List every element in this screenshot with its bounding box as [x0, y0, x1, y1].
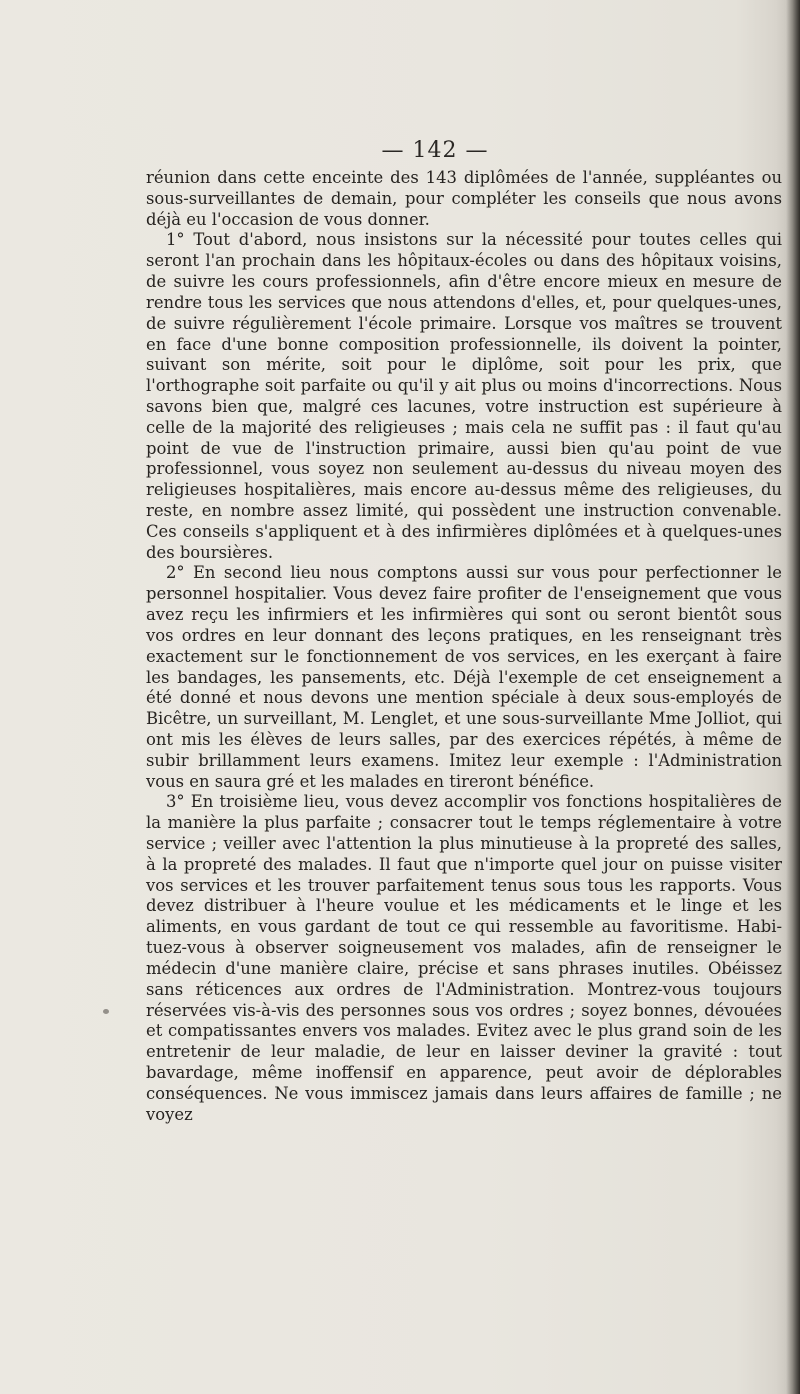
page-number: — 142 —	[381, 138, 489, 163]
page-body-text	[146, 168, 782, 1125]
paragraph-third-point: 3° En troisième lieu, vous devez accomplir vos fonctions hospitalières de la manière la plus parfaite ; consacrer tout le temps réglementaire à votre service ; veiller avec l'attention la plus minutieuse à la propreté des salles, à la propreté des malades. Il faut que n'importe quel jour on puisse visiter vos services et les trouver parfaitement tenus sous tous les rapports. Vous devez distribuer à l'heure voulue et les médicaments et le linge et les aliments, en vous gardant de tout ce qui ressemble au favoritisme. Habituez-vous à observer soigneusement vos malades, afin de renseigner le médecin d'une manière claire, précise et sans phrases inutiles. Obéissez sans réticences aux ordres de l'Administration. Montrez-vous toujours réservées vis-à-vis des personnes sous vos ordres ; soyez bonnes, dévouées et compatissantes envers vos malades. Evitez avec le plus grand soin de les entretenir de leur maladie, de leur en laisser deviner la gravité : tout bavardage, même inoffensif en apparence, peut avoir de déplorables conséquences. Ne vous immiscez jamais dans leurs affaires de famille ; ne voyez	[146, 792, 782, 1124]
paragraph-first-point: 1° Tout d'abord, nous insistons sur la nécessité pour toutes celles qui seront l'an prochain dans les hôpitaux-écoles ou dans des hôpitaux voisins, de suivre les cours professionnels, afin d'être encore mieux en mesure de rendre tous les services que nous attendons d'elles, et, pour quelques-unes, de suivre régulièrement l'école primaire. Lorsque vos maîtres se trouvent en face d'une bonne composition professionnelle, ils doivent la pointer, suivant son mérite, soit pour le diplôme, soit pour les prix, que l'orthographe soit parfaite ou qu'il y ait plus ou moins d'incorrections. Nous savons bien que, malgré ces lacunes, votre instruction est supérieure à celle de la majorité des religieuses ; mais cela ne suffit pas : il faut qu'au point de vue de l'instruction primaire, aussi bien qu'au point de vue professionnel, vous soyez non seulement au-dessus du niveau moyen des religieuses hospitalières, mais encore au-dessus même des religieuses, du reste, en nombre assez limité, qui possèdent une instruction convenable. Ces conseils s'appliquent et à des infirmières diplômées et à quelques-unes des boursières.	[146, 230, 782, 562]
paragraph-second-point: 2° En second lieu nous comptons aussi sur vous pour perfectionner le personnel hospitalier. Vous devez faire profiter de l'enseignement que vous avez reçu les infirmiers et les infirmières qui sont ou seront bientôt sous vos ordres en leur donnant des leçons pratiques, en les renseignant très exactement sur le fonctionnement de vos services, en les exerçant à faire les bandages, les pansements, etc. Déjà l'exemple de cet enseignement a été donné et nous devons une mention spéciale à deux sous-employés de Bicêtre, un surveillant, M. Lenglet, et une sous-surveillante Mme Jolliot, qui ont mis les élèves de leurs salles, par des exercices répétés, à même de subir brillamment leurs examens. Imitez leur exemple : l'Administration vous en saura gré et les malades en tireront bénéfice.	[146, 563, 782, 791]
page-edge-shadow	[786, 0, 800, 1394]
ink-speck	[103, 1009, 109, 1014]
paragraph-opening: réunion dans cette enceinte des 143 diplômées de l'année, suppléantes ou sous-surveillantes de demain, pour compléter les conseils que nous avons déjà eu l'occasion de vous donner.	[146, 168, 782, 229]
